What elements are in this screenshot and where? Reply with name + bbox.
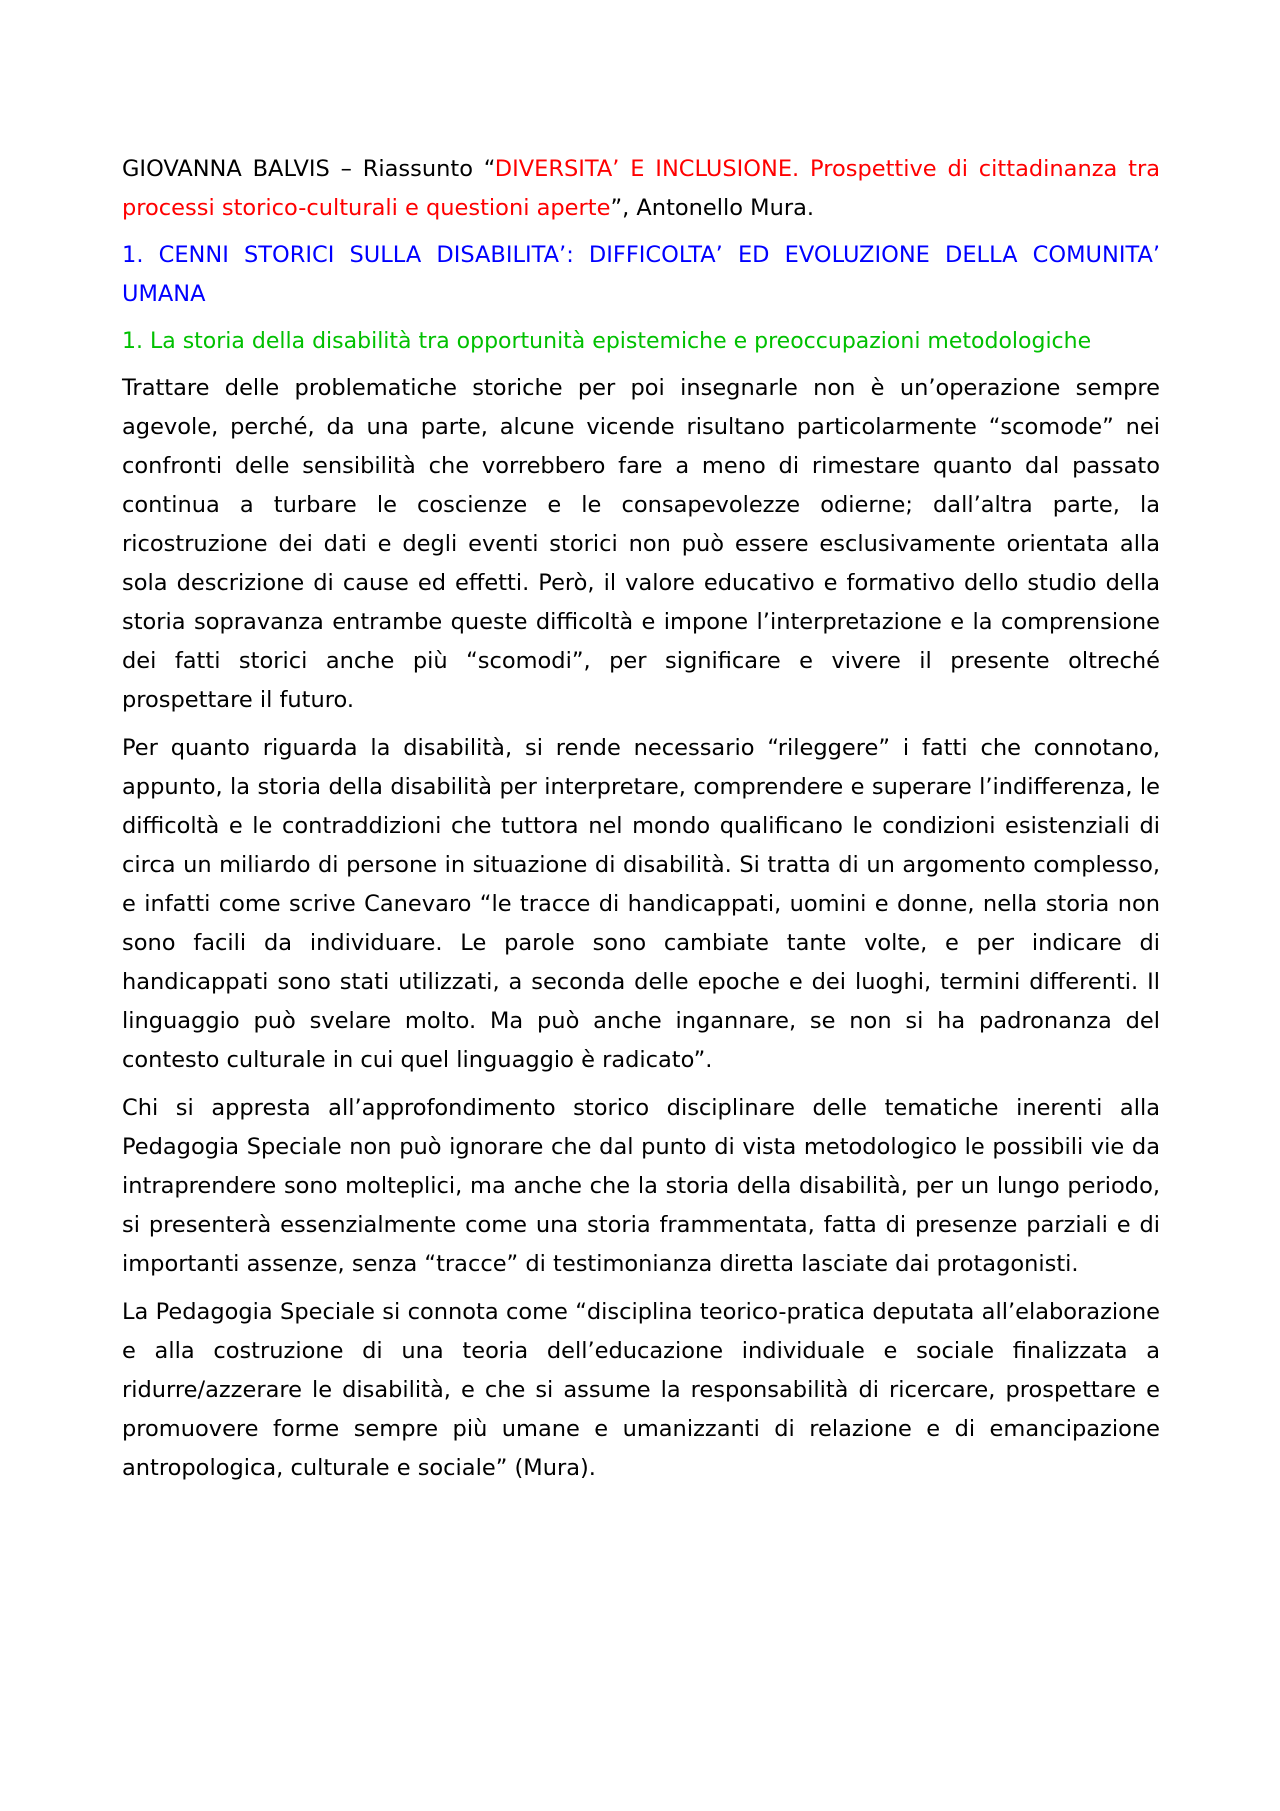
- book-title: DIVERSITA’ E INCLUSIONE. Prospettive di cittadinanza tra processi storico-culturali e questioni aperte: [122, 156, 1160, 221]
- subsection-heading: 1. La storia della disabilità tra opportunità epistemiche e preoccupazioni metodologiche: [122, 329, 1092, 354]
- header-suffix: ”, Antonello Mura.: [610, 195, 815, 221]
- paragraph: Trattare delle problematiche storiche per poi insegnarle non è un’operazione sempre agevole, perché, da una parte, alcune vicende risultano particolarmente “scomode” nei confronti delle sensibilità che vorrebbero fare a meno di rimestare quanto dal passato continua a turbare le coscienze e le consapevolezze odierne; dall’altra parte, la ricostruzione dei dati e degli eventi storici non può essere esclusivamente orientata alla sola descrizione di cause ed effetti. Però, il valore educativo e formativo dello studio della storia sopravanza entrambe queste difficoltà e impone l’interpretazione e la comprensione dei fatti storici anche più “scomodi”, per significare e vivere il presente oltreché prospettare il futuro.: [122, 375, 1160, 713]
- paragraph: Chi si appresta all’approfondimento storico disciplinare delle tematiche inerenti alla Pedagogia Speciale non può ignorare che dal punto di vista metodologico le possibili vie da intraprendere sono molteplici, ma anche che la storia della disabilità, per un lungo periodo, si presenterà essenzialmente come una storia frammentata, fatta di presenze parziali e di importanti assenze, senza “tracce” di testimonianza diretta lasciate dai protagonisti.: [122, 1095, 1160, 1277]
- document-header: [122, 150, 1160, 228]
- document-page: [122, 150, 1160, 1497]
- paragraph: La Pedagogia Speciale si connota come “disciplina teorico-pratica deputata all’elaborazione e alla costruzione di una teoria dell’educazione individuale e sociale finalizzata a ridurre/azzerare le disabilità, e che si assume la responsabilità di ricercare, prospettare e promuovere forme sempre più umane e umanizzanti di relazione e di emancipazione antropologica, culturale e sociale” (Mura).: [122, 1299, 1160, 1481]
- author-name: GIOVANNA BALVIS: [122, 156, 330, 182]
- paragraph: Per quanto riguarda la disabilità, si rende necessario “rileggere” i fatti che connotano, appunto, la storia della disabilità per interpretare, comprendere e superare l’indifferenza, le difficoltà e le contraddizioni che tuttora nel mondo qualificano le condizioni esistenziali di circa un miliardo di persone in situazione di disabilità. Si tratta di un argomento complesso, e infatti come scrive Canevaro “le tracce di handicappati, uomini e donne, nella storia non sono facili da individuare. Le parole sono cambiate tante volte, e per indicare di handicappati sono stati utilizzati, a seconda delle epoche e dei luoghi, termini differenti. Il linguaggio può svelare molto. Ma può anche ingannare, se non si ha padronanza del contesto culturale in cui quel linguaggio è radicato”.: [122, 735, 1160, 1073]
- header-dash: – Riassunto “: [329, 156, 495, 182]
- section-heading: 1. CENNI STORICI SULLA DISABILITA’: DIFFICOLTA’ ED EVOLUZIONE DELLA COMUNITA’ UMANA: [122, 242, 1160, 307]
